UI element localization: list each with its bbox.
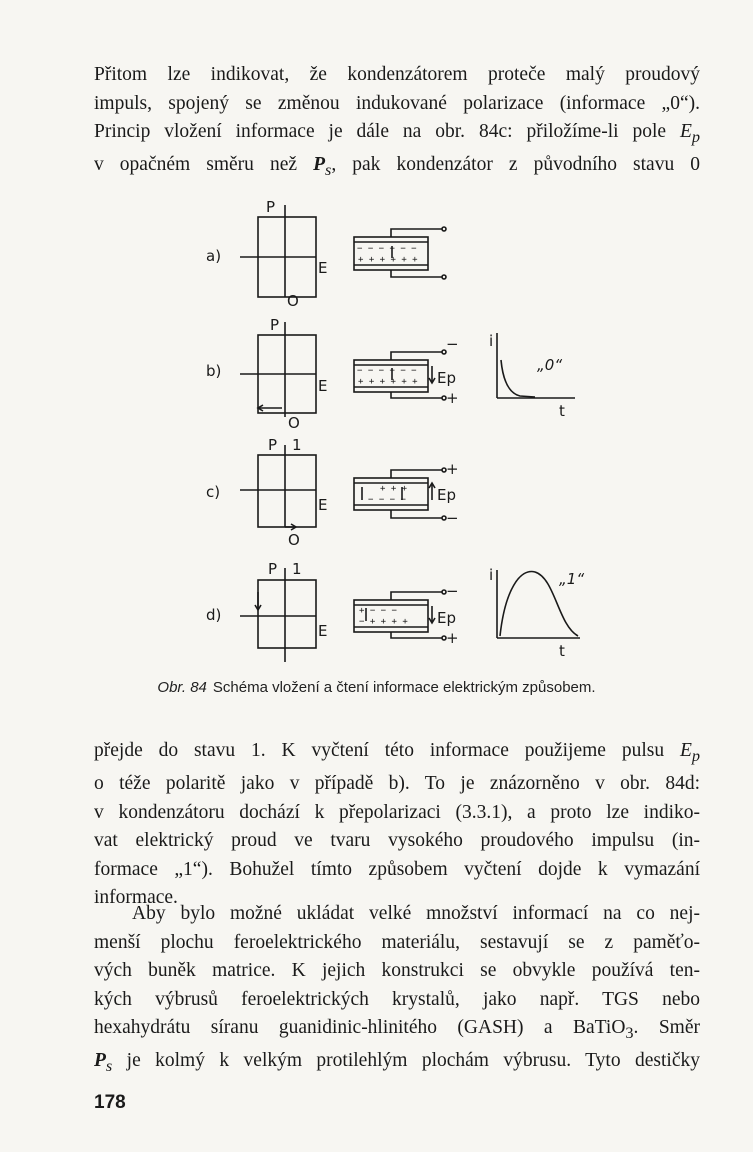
symbol-P: P [94, 1050, 106, 1072]
row-a-hysteresis [240, 205, 316, 297]
row-b-field-label: Ep [437, 369, 456, 387]
row-b-current-plot [497, 333, 575, 398]
symbol-E: E [679, 121, 692, 142]
charge-row: − − − − − − [357, 366, 417, 376]
symbol-sub: p [691, 127, 701, 146]
charge-row: + + + + + + [358, 255, 418, 265]
row-d-t-label: t [559, 642, 565, 660]
page-number: 178 [94, 1092, 126, 1113]
row-b-plot-label: „0“ [537, 356, 563, 374]
row-c-label: c) [206, 483, 221, 501]
charge-row: − − − − − − [357, 244, 417, 254]
row-c-hysteresis [240, 445, 316, 530]
text-line: $P_s$ je kolmý k velkým protilehlým plochám výbrusu. Tyto destičky [94, 1050, 700, 1076]
row-c-one-label: 1 [292, 436, 302, 454]
row-d-plot-label: „1“ [559, 570, 585, 588]
paragraph-2 [94, 737, 700, 913]
terminal-plus: + [446, 389, 459, 407]
row-b-e-label: E [318, 377, 328, 395]
terminal-minus: − [446, 509, 459, 527]
row-d-field-label: Ep [437, 609, 456, 627]
text-line: vých buněk matrice. K jejich konstrukci se obvykle používá ten- [94, 960, 700, 981]
text-line: v opačném směru než $P_s$, pak kondenzátor z původního stavu 0 [94, 154, 701, 180]
text-line: formace „1“). Bohužel tímto způsobem vyčtení dojde k vymazání [94, 858, 700, 880]
row-c-capacitor [354, 468, 446, 520]
symbol-E: E [679, 740, 692, 761]
caption-text: Schéma vložení a čtení informace elektrickým způsobem. [212, 679, 596, 696]
row-d-label: d) [206, 606, 222, 624]
terminal-plus: + [446, 460, 459, 478]
row-c-o-label: O [288, 531, 300, 549]
charge-row: + + + [380, 484, 408, 494]
row-d-hysteresis [240, 568, 316, 662]
text-line: v kondenzátoru dochází k přepolarizaci (3.3.1), a proto lze indiko- [94, 801, 700, 823]
row-b-label: b) [206, 362, 222, 380]
terminal-minus: − [446, 335, 459, 353]
row-c-e-label: E [318, 496, 328, 514]
paragraph-3 [94, 900, 700, 1081]
text-line: informace. [94, 887, 178, 909]
row-d-one-label: 1 [292, 560, 302, 578]
text-line: hexahydrátu síranu guanidinic-hlinitého (GASH) a BaTiO$_3$. Směr [94, 1017, 700, 1042]
row-a-label: a) [206, 247, 222, 265]
symbol-P: P [313, 154, 325, 176]
row-d-e-label: E [318, 622, 328, 640]
text-line: vat elektrický proud ve tvaru vysokého proudového impulsu (in- [94, 830, 700, 852]
text-line: kých výbrusů feroelektrických krystalů, jako např. TGS nebo [94, 988, 700, 1010]
row-c-field-label: Ep [437, 486, 456, 504]
text-line: Aby bylo možné ukládat velké množství informací na co nej- [132, 903, 700, 924]
symbol-sub: 3 [625, 1023, 634, 1042]
caption-label: Obr. 84 [157, 679, 207, 696]
charge-row: + − − − [359, 606, 397, 616]
row-a-o-label: O [287, 292, 299, 310]
row-d-p-label: P [268, 560, 278, 578]
charge-row: − − − − [368, 495, 406, 505]
charge-row: + + + + + + [358, 377, 418, 387]
terminal-plus: + [446, 629, 459, 647]
text-line: Princip vložení informace je dále na obr. 84c: přiložíme-li pole $E_p$ [94, 121, 701, 146]
row-b-i-label: i [489, 332, 494, 350]
text-line: menší plochu feroelektrického materiálu, sestavují se z paměťo- [94, 931, 700, 953]
symbol-sub: p [691, 746, 700, 765]
row-b-p-label: P [270, 316, 280, 334]
text-line: o téže polaritě jako v případě b). To je znázorněno v obr. 84d: [94, 773, 700, 795]
text-line: přejde do stavu 1. K vyčtení této informace použijeme pulsu $E_p$ [94, 740, 700, 765]
row-a-p-label: P [266, 198, 276, 216]
row-c-p-label: P [268, 436, 278, 454]
row-b-t-label: t [559, 402, 565, 420]
row-d-i-label: i [489, 566, 494, 584]
symbol-sub: s [324, 161, 332, 180]
symbol-sub: s [105, 1057, 113, 1076]
text-line: impuls, spojený se změnou indukované polarizace (informace „0“). [94, 92, 700, 114]
row-a-e-label: E [318, 259, 328, 277]
charge-row: − + + + + [359, 617, 408, 627]
terminal-minus: − [446, 582, 459, 600]
text-line: Přitom lze indikovat, že kondenzátorem proteče malý proudový [94, 64, 700, 85]
row-b-o-label: O [288, 414, 300, 432]
row-b-hysteresis [240, 322, 316, 417]
figure-caption [0, 679, 753, 696]
